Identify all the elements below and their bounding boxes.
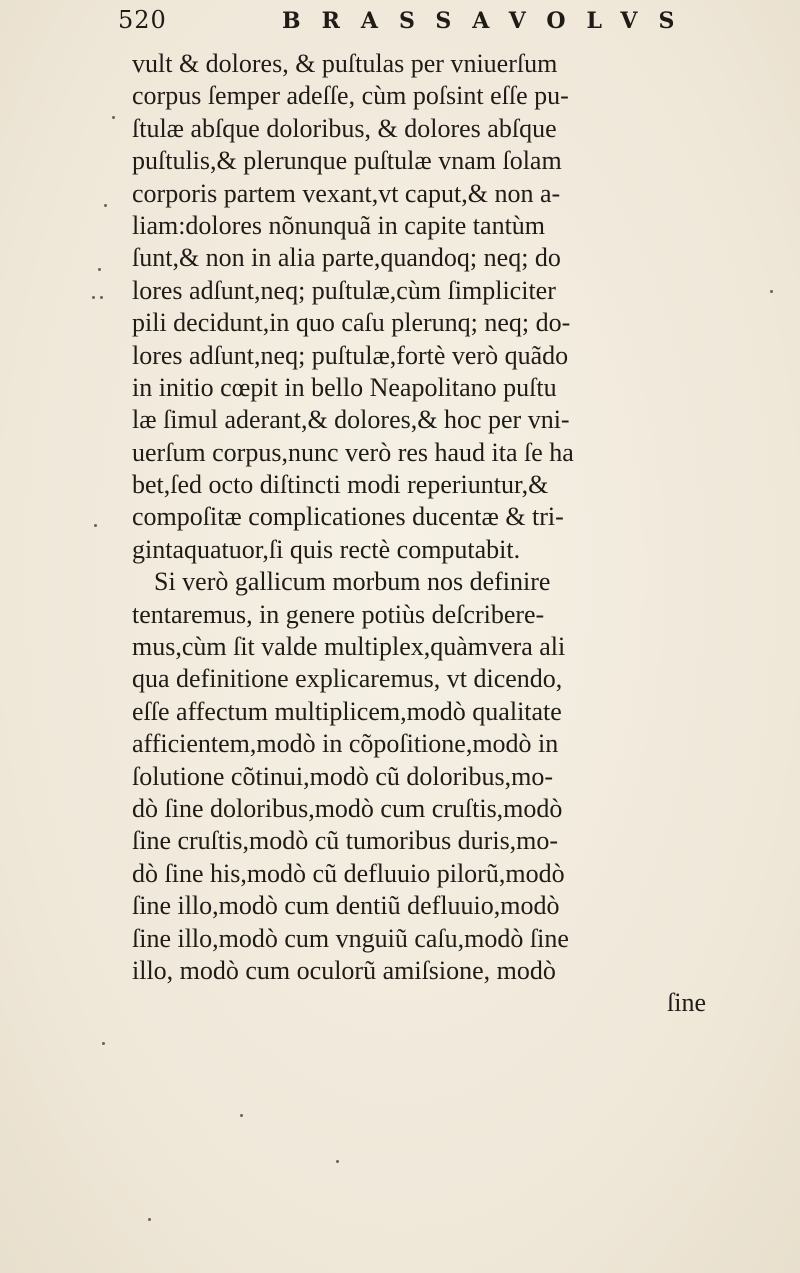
text-line: ſunt,& non in alia parte,quandoq; neq; do (132, 243, 561, 273)
speck (770, 290, 773, 293)
speck (92, 296, 95, 299)
text-line: ſine illo,modò cum vnguiũ caſu,modò ſine (132, 923, 569, 953)
text-line: gintaquatuor,ſi quis rectè computabit. (132, 534, 521, 564)
text-line: dò ſine doloribus,modò cum cruſtis,modò (132, 793, 563, 823)
speck (104, 204, 107, 207)
text-line: afficientem,modò in cõpoſitione,modò in (132, 729, 559, 759)
text-line: liam:dolores nõnunquã in capite tantùm (132, 210, 546, 240)
text-line: dò ſine his,modò cũ defluuio pilorũ,modò (132, 858, 565, 888)
speck (100, 296, 103, 299)
speck (102, 1042, 105, 1045)
text-line: pili decidunt,in quo caſu plerunq; neq; do- (132, 308, 571, 338)
text-line: mus,cùm ſit valde multiplex,quàmvera ali (132, 632, 566, 662)
text-line: tentaremus, in genere potiùs deſcribere- (132, 599, 545, 629)
text-line: læ ſimul aderant,& dolores,& hoc per vni- (132, 405, 570, 435)
paragraph-start-line: Si verò gallicum morbum nos definire (154, 567, 551, 597)
text-line: qua definitione explicaremus, vt dicendo, (132, 664, 563, 694)
speck (148, 1218, 151, 1221)
text-line: in initio cœpit in bello Neapolitano puſtu (132, 372, 557, 402)
text-line: ſine cruſtis,modò cũ tumoribus duris,mo- (132, 826, 559, 856)
text-line: illo, modò cum oculorũ amiſsione, modò (132, 955, 556, 985)
text-line: uerſum corpus,nunc verò res haud ita ſe ha (132, 437, 574, 467)
speck (98, 268, 101, 271)
text-line: corpus ſemper adeſſe, cùm poſsint eſſe pu- (132, 81, 569, 111)
speck (240, 1114, 243, 1117)
body-text (132, 48, 752, 1020)
text-line: puſtulis,& plerunque puſtulæ vnam ſolam (132, 146, 562, 176)
text-line: vult & dolores, & puſtulas per vniuerſum (132, 49, 558, 78)
text-line: ſine illo,modò cum dentiũ defluuio,modò (132, 891, 560, 921)
text-line: lores adſunt,neq; puſtulæ,cùm ſimpliciter (132, 275, 556, 305)
text-line: bet,ſed octo diſtincti modi reperiuntur,& (132, 470, 549, 500)
running-title: BRASSAVOLVS (282, 8, 696, 34)
page-header (118, 6, 718, 40)
text-line: eſſe affectum multiplicem,modò qualitate (132, 696, 562, 726)
speck (112, 116, 115, 119)
text-line: compoſitæ complicationes ducentæ & tri- (132, 502, 564, 532)
speck (94, 524, 97, 527)
catchword: ſine (667, 988, 706, 1018)
page-number: 520 (118, 6, 167, 34)
text-line: lores adſunt,neq; puſtulæ,fortè verò quãdo (132, 340, 569, 370)
text-line: corporis partem vexant,vt caput,& non a- (132, 178, 561, 208)
text-line: ſtulæ abſque doloribus, & dolores abſque (132, 113, 557, 143)
text-line: ſolutione cõtinui,modò cũ doloribus,mo- (132, 761, 554, 791)
speck (336, 1160, 339, 1163)
